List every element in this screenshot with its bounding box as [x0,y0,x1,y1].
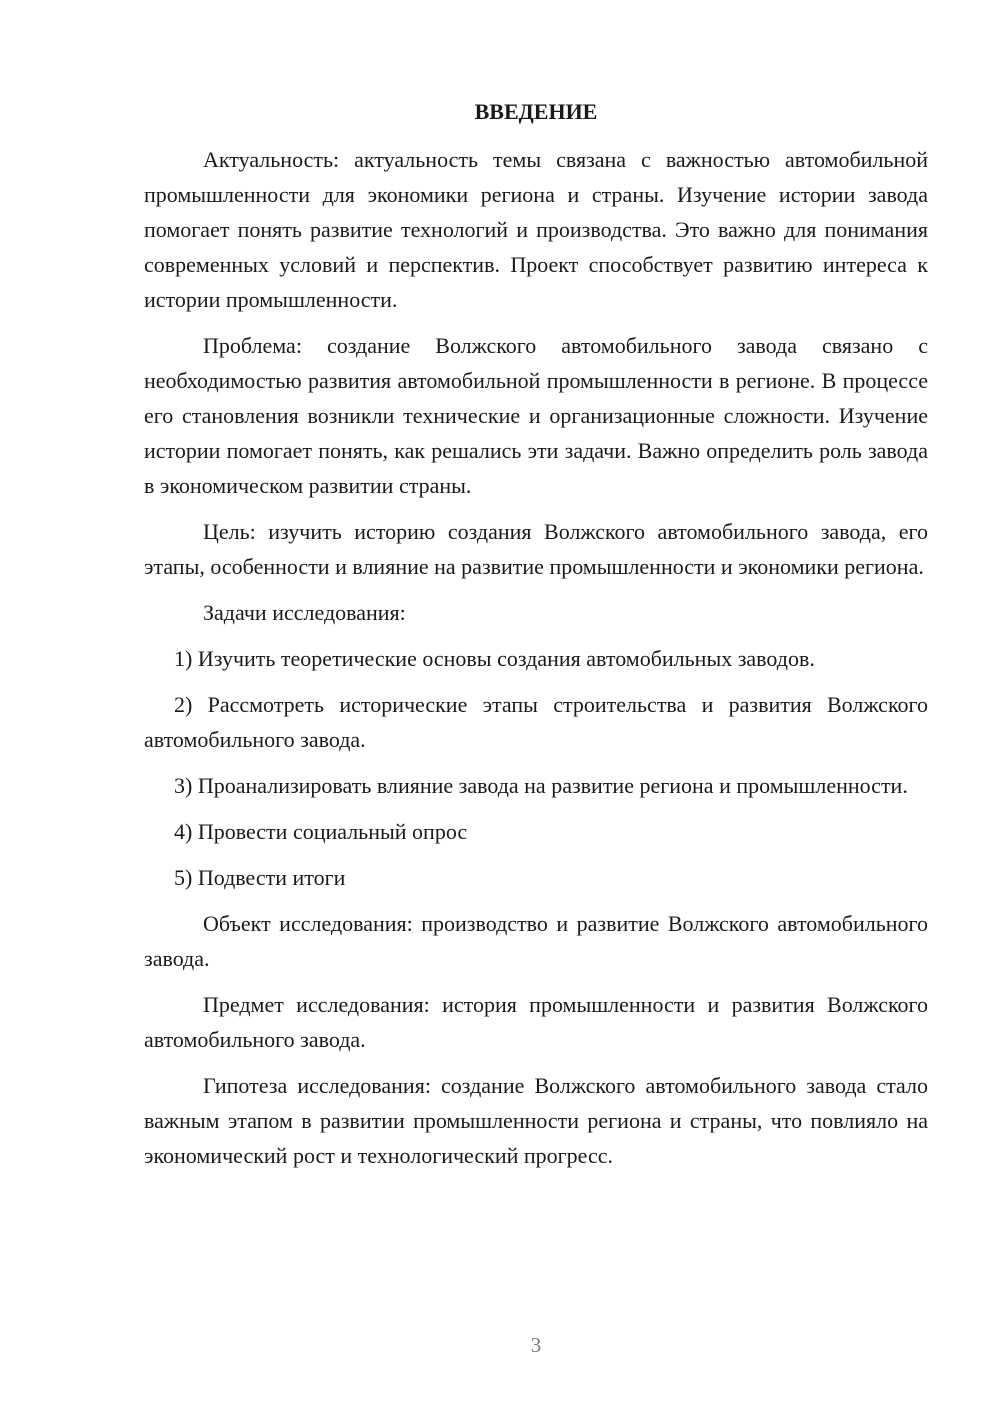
task-item-3: 3) Проанализировать влияние завода на развитие региона и промышленности. [174,773,908,798]
tasks-heading: Задачи исследования: [203,600,406,625]
paragraph-goal: Цель: изучить историю создания Волжского автомобильного завода, его этапы, особенности и влияние на развитие промышленности и экономики региона. [144,519,928,579]
paragraph-hypothesis: Гипотеза исследования: создание Волжского автомобильного завода стало важным этапом в развитии промышленности региона и страны, что повлияло на экономический рост и технологический прогресс. [144,1073,928,1168]
page-number: 3 [530,1333,542,1357]
page-content [144,94,928,1184]
paragraph-object: Объект исследования: производство и развитие Волжского автомобильного завода. [144,911,928,971]
task-item-5: 5) Подвести итоги [174,865,346,890]
page-title: ВВЕДЕНИЕ [474,99,598,124]
task-item-1: 1) Изучить теоретические основы создания автомобильных заводов. [174,646,815,671]
task-item-4: 4) Провести социальный опрос [174,819,468,844]
paragraph-subject: Предмет исследования: история промышленности и развития Волжского автомобильного завода. [144,992,928,1052]
task-item-2: 2) Рассмотреть исторические этапы строительства и развития Волжского автомобильного завода. [144,692,928,752]
paragraph-problem: Проблема: создание Волжского автомобильного завода связано с необходимостью развития автомобильной промышленности в регионе. В процессе его становления возникли технические и организационные сложности. Изучение истории помогает понять, как решались эти задачи. Важно определить роль завода в экономическом развитии страны. [144,333,928,498]
paragraph-relevance: Актуальность: актуальность темы связана с важностью автомобильной промышленности для экономики региона и страны. Изучение истории завода помогает понять развитие технологий и производства. Это важно для понимания современных условий и перспектив. Проект способствует развитию интереса к истории промышленности. [144,147,928,312]
